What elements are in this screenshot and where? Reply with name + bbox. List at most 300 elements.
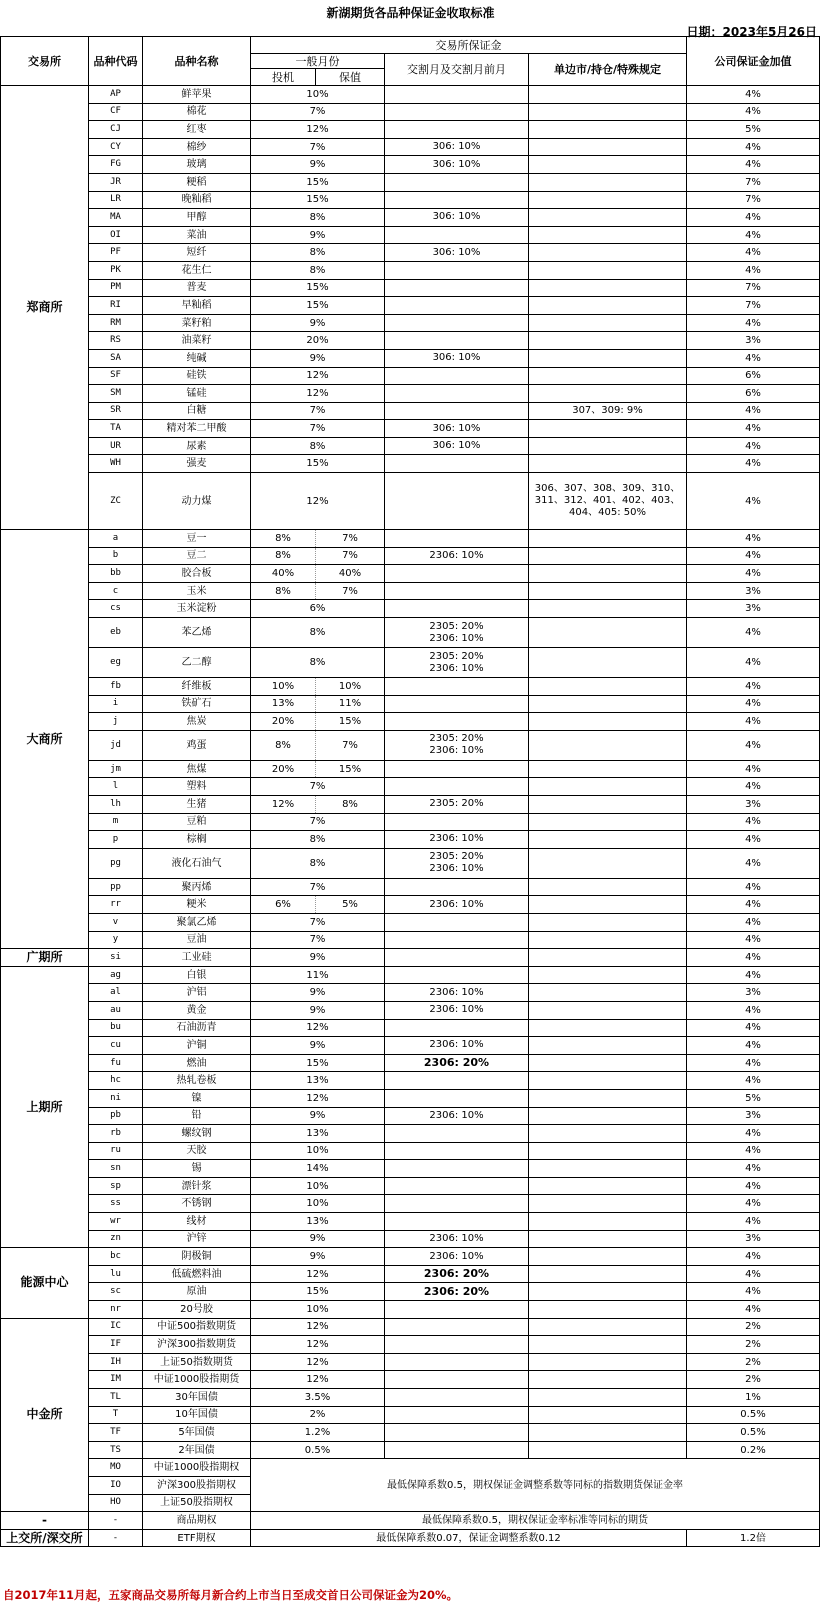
hedge-margin-cell: 15% — [316, 713, 385, 731]
general-margin-cell: 0.5% — [251, 1441, 385, 1459]
general-margin-cell: 7% — [251, 878, 385, 896]
special-rule-cell — [529, 191, 687, 209]
delivery-margin-cell — [385, 297, 529, 315]
general-margin-cell: 12% — [251, 385, 385, 403]
table-row — [1, 931, 820, 949]
company-add-cell: 4% — [687, 878, 820, 896]
spec-margin-cell: 6% — [251, 896, 316, 914]
company-add-cell: 4% — [687, 760, 820, 778]
code-cell: TS — [89, 1441, 143, 1459]
product-name-cell: 玉米淀粉 — [143, 600, 251, 618]
product-name-cell: 红枣 — [143, 121, 251, 139]
table-row — [1, 138, 820, 156]
code-cell: sn — [89, 1160, 143, 1178]
delivery-margin-cell — [385, 1019, 529, 1037]
special-rule-cell — [529, 156, 687, 174]
spec-margin-cell: 8% — [251, 547, 316, 565]
code-cell: SR — [89, 402, 143, 420]
header-exchange-margin: 交易所保证金 — [251, 37, 687, 54]
special-rule-cell — [529, 713, 687, 731]
table-row — [1, 1353, 820, 1371]
code-cell: ss — [89, 1195, 143, 1213]
company-add-cell: 3% — [687, 600, 820, 618]
company-add-cell: 4% — [687, 1160, 820, 1178]
delivery-margin-cell: 2306: 10% — [385, 1230, 529, 1248]
company-add-cell: 4% — [687, 896, 820, 914]
special-rule-cell — [529, 618, 687, 648]
special-rule-cell — [529, 1230, 687, 1248]
code-cell: v — [89, 913, 143, 931]
code-cell: - — [89, 1529, 143, 1547]
product-name-cell: 中证500指数期货 — [143, 1318, 251, 1336]
delivery-margin-cell — [385, 1301, 529, 1319]
table-row — [1, 1265, 820, 1283]
special-rule-cell — [529, 367, 687, 385]
special-rule-cell — [529, 913, 687, 931]
code-cell: au — [89, 1001, 143, 1019]
table-row — [1, 244, 820, 262]
company-add-cell: 4% — [687, 1195, 820, 1213]
code-cell: c — [89, 582, 143, 600]
special-rule-cell — [529, 896, 687, 914]
special-rule-cell — [529, 730, 687, 760]
code-cell: l — [89, 778, 143, 796]
product-name-cell: 热轧卷板 — [143, 1072, 251, 1090]
company-add-cell: 4% — [687, 1019, 820, 1037]
product-name-cell: 沪深300指数期货 — [143, 1336, 251, 1354]
table-row — [1, 1125, 820, 1143]
code-cell: RM — [89, 314, 143, 332]
special-rule-cell — [529, 695, 687, 713]
general-margin-cell: 8% — [251, 437, 385, 455]
code-cell: MO — [89, 1459, 143, 1477]
company-add-cell: 4% — [687, 226, 820, 244]
company-add-cell: 4% — [687, 713, 820, 731]
product-name-cell: 焦炭 — [143, 713, 251, 731]
general-margin-cell: 12% — [251, 1336, 385, 1354]
product-name-cell: 工业硅 — [143, 949, 251, 967]
delivery-margin-cell: 2305: 20% 2306: 10% — [385, 848, 529, 878]
product-name-cell: 棕榈 — [143, 831, 251, 849]
product-name-cell: 聚氯乙烯 — [143, 913, 251, 931]
company-add-cell: 4% — [687, 565, 820, 583]
code-cell: IF — [89, 1336, 143, 1354]
company-add-cell: 4% — [687, 1301, 820, 1319]
delivery-margin-cell — [385, 1406, 529, 1424]
general-margin-cell: 10% — [251, 86, 385, 104]
special-rule-cell — [529, 530, 687, 548]
delivery-margin-cell — [385, 1125, 529, 1143]
special-rule-cell — [529, 1248, 687, 1266]
product-name-cell: 胶合板 — [143, 565, 251, 583]
table-row — [1, 1160, 820, 1178]
delivery-margin-cell — [385, 314, 529, 332]
header-delivery: 交割月及交割月前月 — [385, 54, 529, 86]
margin-table-body — [1, 86, 820, 1547]
footer-notice: 自2017年11月起，五家商品交易所每月新合约上市当日至成交首日公司保证金为20%。 — [3, 1588, 459, 1602]
table-row — [1, 1177, 820, 1195]
code-cell: LR — [89, 191, 143, 209]
general-margin-cell: 7% — [251, 103, 385, 121]
special-rule-cell — [529, 1353, 687, 1371]
general-margin-cell: 15% — [251, 173, 385, 191]
product-name-cell: 不锈钢 — [143, 1195, 251, 1213]
table-row — [1, 848, 820, 878]
product-name-cell: 2年国债 — [143, 1441, 251, 1459]
exchange-cell: - — [1, 1512, 89, 1530]
product-name-cell: 镍 — [143, 1089, 251, 1107]
company-add-cell: 4% — [687, 420, 820, 438]
table-row — [1, 156, 820, 174]
delivery-margin-cell — [385, 1336, 529, 1354]
special-rule-cell — [529, 600, 687, 618]
delivery-margin-cell — [385, 966, 529, 984]
special-rule-cell — [529, 1160, 687, 1178]
general-margin-cell: 9% — [251, 949, 385, 967]
table-row — [1, 713, 820, 731]
delivery-margin-cell — [385, 813, 529, 831]
product-name-cell: 棉纱 — [143, 138, 251, 156]
delivery-margin-cell: 2305: 20% 2306: 10% — [385, 648, 529, 678]
company-add-cell: 3% — [687, 1230, 820, 1248]
product-name-cell: 纯碱 — [143, 349, 251, 367]
delivery-margin-cell: 306: 10% — [385, 420, 529, 438]
special-rule-cell — [529, 1037, 687, 1055]
general-margin-cell: 12% — [251, 1089, 385, 1107]
table-row — [1, 813, 820, 831]
code-cell: IO — [89, 1476, 143, 1494]
table-row — [1, 226, 820, 244]
delivery-margin-cell — [385, 913, 529, 931]
code-cell: eb — [89, 618, 143, 648]
special-rule-cell — [529, 279, 687, 297]
table-row — [1, 367, 820, 385]
hedge-margin-cell: 11% — [316, 695, 385, 713]
delivery-margin-cell: 306: 10% — [385, 138, 529, 156]
table-row — [1, 1248, 820, 1266]
code-cell: IH — [89, 1353, 143, 1371]
general-margin-cell: 9% — [251, 1001, 385, 1019]
spec-margin-cell: 40% — [251, 565, 316, 583]
code-cell: sp — [89, 1177, 143, 1195]
hedge-margin-cell: 15% — [316, 760, 385, 778]
special-rule-cell — [529, 760, 687, 778]
company-add-cell: 4% — [687, 678, 820, 696]
delivery-margin-cell: 2306: 10% — [385, 1248, 529, 1266]
delivery-margin-cell: 2305: 20% 2306: 10% — [385, 730, 529, 760]
company-add-cell: 4% — [687, 1125, 820, 1143]
product-name-cell: 黄金 — [143, 1001, 251, 1019]
delivery-margin-cell — [385, 1424, 529, 1442]
product-name-cell: 晚籼稻 — [143, 191, 251, 209]
delivery-margin-cell — [385, 949, 529, 967]
exchange-cell: 中金所 — [1, 1318, 89, 1512]
code-cell: CF — [89, 103, 143, 121]
general-margin-cell: 14% — [251, 1160, 385, 1178]
company-add-cell: 4% — [687, 261, 820, 279]
code-cell: HO — [89, 1494, 143, 1512]
company-add-cell: 5% — [687, 1089, 820, 1107]
company-add-cell: 4% — [687, 913, 820, 931]
table-row — [1, 760, 820, 778]
code-cell: UR — [89, 437, 143, 455]
table-row — [1, 831, 820, 849]
product-name-cell: 聚丙烯 — [143, 878, 251, 896]
code-cell: pg — [89, 848, 143, 878]
delivery-margin-cell — [385, 86, 529, 104]
company-add-cell: 2% — [687, 1353, 820, 1371]
product-name-cell: 菜油 — [143, 226, 251, 244]
table-row — [1, 1371, 820, 1389]
index-option-note: 最低保障系数0.5，期权保证金调整系数等同标的指数期货保证金率 — [251, 1459, 820, 1512]
table-row — [1, 530, 820, 548]
exchange-cell: 上期所 — [1, 966, 89, 1248]
company-add-cell: 4% — [687, 695, 820, 713]
company-add-cell: 4% — [687, 473, 820, 530]
special-rule-cell — [529, 261, 687, 279]
product-name-cell: 动力煤 — [143, 473, 251, 530]
special-rule-cell — [529, 103, 687, 121]
special-rule-cell — [529, 209, 687, 227]
code-cell: SA — [89, 349, 143, 367]
header-general-month: 一般月份 — [251, 54, 385, 69]
special-rule-cell — [529, 1089, 687, 1107]
product-name-cell: 棉花 — [143, 103, 251, 121]
product-name-cell: 低硫燃料油 — [143, 1265, 251, 1283]
special-rule-cell — [529, 349, 687, 367]
delivery-margin-cell: 2306: 10% — [385, 1001, 529, 1019]
product-name-cell: ETF期权 — [143, 1529, 251, 1547]
spec-margin-cell: 12% — [251, 796, 316, 814]
general-margin-cell: 7% — [251, 931, 385, 949]
code-cell: WH — [89, 455, 143, 473]
product-name-cell: 豆油 — [143, 931, 251, 949]
code-cell: PM — [89, 279, 143, 297]
general-margin-cell: 8% — [251, 618, 385, 648]
table-row — [1, 473, 820, 530]
hedge-margin-cell: 10% — [316, 678, 385, 696]
table-row — [1, 1441, 820, 1459]
code-cell: SF — [89, 367, 143, 385]
special-rule-cell — [529, 1072, 687, 1090]
product-name-cell: 中证1000股指期货 — [143, 1371, 251, 1389]
code-cell: pp — [89, 878, 143, 896]
product-name-cell: 沪深300股指期权 — [143, 1476, 251, 1494]
general-margin-cell: 3.5% — [251, 1389, 385, 1407]
delivery-margin-cell — [385, 931, 529, 949]
special-rule-cell — [529, 420, 687, 438]
company-add-cell: 4% — [687, 455, 820, 473]
delivery-margin-cell: 306: 10% — [385, 349, 529, 367]
delivery-margin-cell: 2306: 10% — [385, 896, 529, 914]
general-margin-cell: 12% — [251, 121, 385, 139]
company-add-cell: 4% — [687, 244, 820, 262]
product-name-cell: 漂针浆 — [143, 1177, 251, 1195]
hedge-margin-cell: 40% — [316, 565, 385, 583]
header-speculation: 投机 — [251, 69, 316, 86]
special-rule-cell — [529, 138, 687, 156]
spec-margin-cell: 13% — [251, 695, 316, 713]
special-rule-cell — [529, 1301, 687, 1319]
table-row — [1, 1512, 820, 1530]
general-margin-cell: 6% — [251, 600, 385, 618]
special-rule-cell — [529, 831, 687, 849]
company-add-cell: 1% — [687, 1389, 820, 1407]
code-cell: T — [89, 1406, 143, 1424]
table-row — [1, 1072, 820, 1090]
product-name-cell: 沪铜 — [143, 1037, 251, 1055]
code-cell: bu — [89, 1019, 143, 1037]
special-rule-cell — [529, 1336, 687, 1354]
table-row — [1, 437, 820, 455]
company-add-cell: 4% — [687, 1283, 820, 1301]
product-name-cell: 短纤 — [143, 244, 251, 262]
product-name-cell: 铅 — [143, 1107, 251, 1125]
delivery-margin-cell — [385, 473, 529, 530]
code-cell: fu — [89, 1054, 143, 1072]
special-rule-cell — [529, 966, 687, 984]
product-name-cell: 精对苯二甲酸 — [143, 420, 251, 438]
code-cell: - — [89, 1512, 143, 1530]
product-name-cell: 焦煤 — [143, 760, 251, 778]
company-add-cell: 4% — [687, 437, 820, 455]
table-row — [1, 1389, 820, 1407]
table-row — [1, 349, 820, 367]
table-row — [1, 1529, 820, 1547]
delivery-margin-cell — [385, 713, 529, 731]
company-add-cell: 4% — [687, 949, 820, 967]
product-name-cell: 商品期权 — [143, 1512, 251, 1530]
table-row — [1, 1230, 820, 1248]
general-margin-cell: 9% — [251, 1107, 385, 1125]
code-cell: MA — [89, 209, 143, 227]
company-add-cell: 2% — [687, 1336, 820, 1354]
product-name-cell: 豆粕 — [143, 813, 251, 831]
table-row — [1, 121, 820, 139]
special-rule-cell — [529, 314, 687, 332]
special-rule-cell — [529, 1371, 687, 1389]
table-row — [1, 582, 820, 600]
product-name-cell: 线材 — [143, 1213, 251, 1231]
company-add-cell: 4% — [687, 209, 820, 227]
table-row — [1, 261, 820, 279]
special-rule-cell — [529, 226, 687, 244]
product-name-cell: 中证1000股指期权 — [143, 1459, 251, 1477]
company-add-cell: 4% — [687, 931, 820, 949]
table-row — [1, 1037, 820, 1055]
company-add-cell: 4% — [687, 547, 820, 565]
code-cell: al — [89, 984, 143, 1002]
margin-table — [0, 36, 820, 1547]
general-margin-cell: 12% — [251, 1371, 385, 1389]
delivery-margin-cell: 2305: 20% — [385, 796, 529, 814]
commodity-option-note: 最低保障系数0.5，期权保证金率标准等同标的期货 — [251, 1512, 820, 1530]
code-cell: JR — [89, 173, 143, 191]
company-add-cell: 4% — [687, 1072, 820, 1090]
delivery-margin-cell — [385, 695, 529, 713]
table-row — [1, 1459, 820, 1477]
table-row — [1, 984, 820, 1002]
company-add-cell: 4% — [687, 1037, 820, 1055]
general-margin-cell: 9% — [251, 1248, 385, 1266]
exchange-cell: 上交所/深交所 — [1, 1529, 89, 1547]
general-margin-cell: 12% — [251, 1265, 385, 1283]
company-add-cell: 2% — [687, 1318, 820, 1336]
product-name-cell: 早籼稻 — [143, 297, 251, 315]
delivery-margin-cell — [385, 121, 529, 139]
delivery-margin-cell: 2306: 20% — [385, 1283, 529, 1301]
code-cell: nr — [89, 1301, 143, 1319]
product-name-cell: 阴极铜 — [143, 1248, 251, 1266]
table-row — [1, 1406, 820, 1424]
table-row — [1, 297, 820, 315]
general-margin-cell: 10% — [251, 1195, 385, 1213]
delivery-margin-cell — [385, 191, 529, 209]
company-add-cell: 3% — [687, 984, 820, 1002]
code-cell: IM — [89, 1371, 143, 1389]
table-row — [1, 1054, 820, 1072]
delivery-margin-cell — [385, 173, 529, 191]
product-name-cell: 尿素 — [143, 437, 251, 455]
product-name-cell: 甲醇 — [143, 209, 251, 227]
delivery-margin-cell: 2306: 10% — [385, 1037, 529, 1055]
delivery-margin-cell — [385, 279, 529, 297]
general-margin-cell: 7% — [251, 420, 385, 438]
general-margin-cell: 12% — [251, 1353, 385, 1371]
company-add-cell: 2% — [687, 1371, 820, 1389]
general-margin-cell: 10% — [251, 1142, 385, 1160]
product-name-cell: 硅铁 — [143, 367, 251, 385]
code-cell: ni — [89, 1089, 143, 1107]
general-margin-cell: 9% — [251, 984, 385, 1002]
delivery-margin-cell: 2306: 10% — [385, 1107, 529, 1125]
special-rule-cell — [529, 437, 687, 455]
special-rule-cell — [529, 1265, 687, 1283]
delivery-margin-cell — [385, 1177, 529, 1195]
general-margin-cell: 7% — [251, 778, 385, 796]
delivery-margin-cell — [385, 455, 529, 473]
delivery-margin-cell — [385, 778, 529, 796]
general-margin-cell: 7% — [251, 913, 385, 931]
hedge-margin-cell: 5% — [316, 896, 385, 914]
product-name-cell: 鲜苹果 — [143, 86, 251, 104]
product-name-cell: 燃油 — [143, 1054, 251, 1072]
company-add-cell: 4% — [687, 1213, 820, 1231]
general-margin-cell: 12% — [251, 1019, 385, 1037]
delivery-margin-cell — [385, 1318, 529, 1336]
product-name-cell: 玻璃 — [143, 156, 251, 174]
code-cell: pb — [89, 1107, 143, 1125]
code-cell: TA — [89, 420, 143, 438]
special-rule-cell — [529, 848, 687, 878]
company-add-cell: 6% — [687, 385, 820, 403]
code-cell: cu — [89, 1037, 143, 1055]
company-add-cell: 3% — [687, 332, 820, 350]
special-rule-cell — [529, 1019, 687, 1037]
delivery-margin-cell — [385, 530, 529, 548]
special-rule-cell — [529, 1441, 687, 1459]
special-rule-cell — [529, 385, 687, 403]
hedge-margin-cell: 7% — [316, 530, 385, 548]
table-row — [1, 385, 820, 403]
exchange-cell: 能源中心 — [1, 1248, 89, 1318]
special-rule-cell — [529, 86, 687, 104]
general-margin-cell: 12% — [251, 1318, 385, 1336]
special-rule-cell — [529, 121, 687, 139]
special-rule-cell — [529, 1107, 687, 1125]
code-cell: FG — [89, 156, 143, 174]
general-margin-cell: 7% — [251, 402, 385, 420]
